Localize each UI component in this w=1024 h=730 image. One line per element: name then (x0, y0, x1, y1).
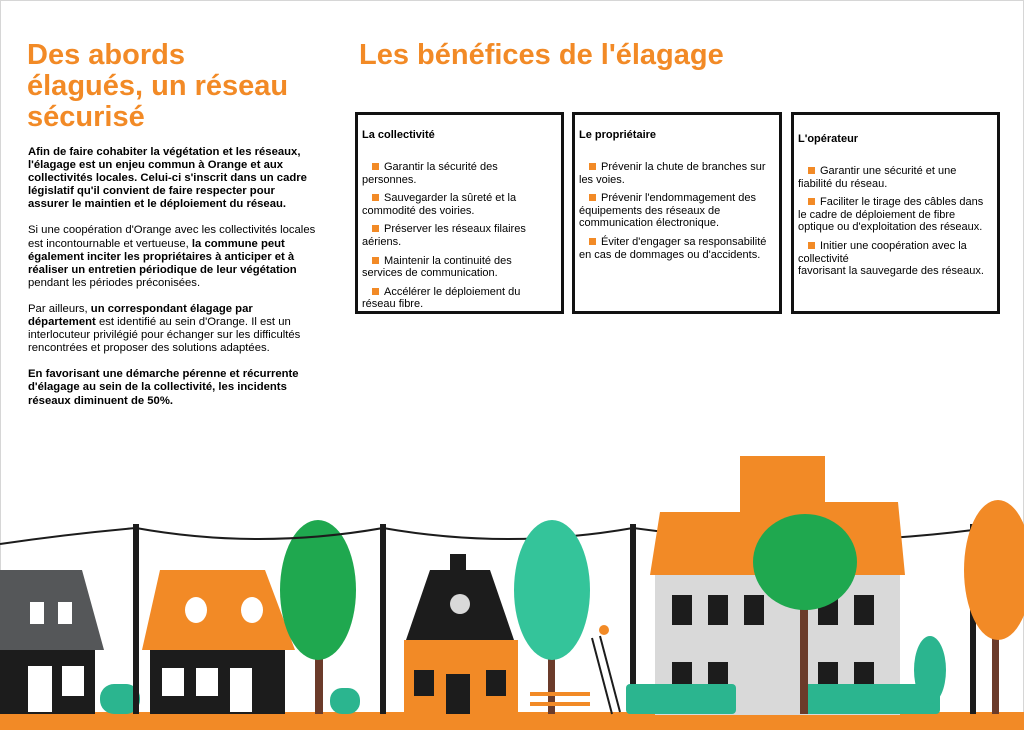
intro-p1-bold: Afin de faire cohabiter la végétation et les réseaux, l'élagage est un enjeu commun à Orange et aux collectivités locales. Celui-ci s'inscrit dans un cadre législatif qu'il convient de faire respecter pour assurer le maintien et le déploiement du réseau. (28, 146, 307, 211)
intro-paragraph-2 (28, 224, 318, 289)
orange-square-bullet-icon (372, 225, 379, 232)
benefit-item (362, 161, 555, 186)
benefits-list (798, 165, 991, 278)
orange-square-bullet-icon (808, 167, 815, 174)
intro-p3-bold: un correspondant élagage par département (28, 302, 253, 329)
benefit-item-continuation (798, 265, 991, 278)
tree-green (280, 520, 356, 714)
dark-house-left (0, 570, 104, 714)
orange-square-bullet-icon (372, 163, 379, 170)
box-title: Le propriétaire (579, 129, 657, 141)
benefit-text: Sauvegarder la sûreté et la commodité des voiries. (362, 192, 517, 217)
intro-p4-bold: En favorisant une démarche pérenne et récurrente d'élagage au sein de la collectivité, les incidents réseaux diminuent de 50%. (28, 368, 299, 407)
intro-paragraph-1 (28, 146, 318, 211)
benefit-text: Accélérer le déploiement du réseau fibre. (362, 285, 521, 311)
benefit-text: Initier une coopération avec la collectivité (798, 239, 967, 265)
orange-square-bullet-icon (372, 257, 379, 264)
left-title (27, 40, 327, 133)
intro-paragraph-3 (28, 303, 318, 355)
benefit-text: Préserver les réseaux filaires aériens. (362, 223, 526, 248)
box-title: L'opérateur (798, 133, 859, 145)
benefit-item (798, 196, 991, 234)
benefits-list (579, 161, 773, 261)
street-illustration (0, 440, 1024, 730)
intro-text (28, 146, 318, 421)
orange-square-bullet-icon (372, 194, 379, 201)
benefit-item (362, 286, 555, 311)
benefit-text: Prévenir la chute de branches sur les voies. (579, 161, 766, 186)
benefits-list (362, 161, 555, 311)
benefit-item (798, 165, 991, 190)
orange-square-bullet-icon (808, 242, 815, 249)
ladder-worker (592, 625, 620, 714)
intro-p2-text-1: Si une coopération d'Orange avec les collectivités locales est incontournable et vertueuse, (28, 224, 316, 250)
telecom-pole (380, 524, 386, 714)
tree-teal (514, 520, 590, 714)
benefit-text: Garantir une sécurité et une fiabilité du réseau. (798, 165, 957, 190)
benefit-text: Prévenir l'endommagement des équipements des réseaux de communication électronique. (579, 192, 756, 230)
intro-p3-text-1: Par ailleurs, (28, 302, 91, 315)
benefit-text: favorisant la sauvegarde des réseaux. (798, 265, 984, 278)
benefit-item (362, 223, 555, 248)
intro-paragraph-4 (28, 368, 318, 407)
benefit-text: Maintenir la continuité des services de communication. (362, 254, 512, 280)
left-title-line: Des abords (27, 39, 185, 71)
telecom-pole (133, 524, 139, 714)
intro-p2-text-2: pendant les périodes préconisées. (28, 276, 201, 289)
benefit-item (362, 255, 555, 280)
benefit-item (579, 192, 773, 230)
benefit-item (798, 240, 991, 265)
benefits-box-proprietaire (572, 112, 782, 314)
intro-p3-text-2: est identifié au sein d'Orange. Il est un interlocuteur privilégié pour échanger sur les difficultés rencontrées et proposer des solutions adaptées. (28, 316, 301, 355)
left-title-line: élagués, un réseau (27, 70, 289, 102)
fence (530, 692, 590, 706)
intro-p2-bold: la commune peut également inciter les propriétaires à anticiper et à réaliser un entretien périodique de leur végétation (28, 237, 297, 276)
small-orange-house (404, 554, 518, 714)
box-title: La collectivité (362, 129, 435, 141)
orange-roof-house (142, 570, 295, 714)
benefit-item (362, 192, 555, 217)
orange-square-bullet-icon (589, 163, 596, 170)
benefits-box-operateur (791, 112, 1000, 314)
hedge (626, 684, 736, 714)
hedge (330, 688, 360, 714)
benefit-item (579, 161, 773, 186)
orange-square-bullet-icon (589, 238, 596, 245)
benefit-text: Faciliter le tirage des câbles dans le cadre de déploiement de fibre optique ou d'exploitation des réseaux. (798, 196, 984, 234)
bush-small (914, 636, 946, 704)
orange-square-bullet-icon (372, 288, 379, 295)
orange-square-bullet-icon (589, 194, 596, 201)
benefit-item (579, 236, 773, 261)
right-title: Les bénéfices de l'élagage (359, 39, 724, 71)
orange-square-bullet-icon (808, 198, 815, 205)
benefit-text: Éviter d'engager sa responsabilité en cas de dommages ou d'accidents. (579, 235, 767, 261)
left-title-line: sécurisé (27, 101, 145, 133)
benefit-text: Garantir la sécurité des personnes. (362, 161, 498, 186)
benefits-box-collectivite (355, 112, 564, 314)
